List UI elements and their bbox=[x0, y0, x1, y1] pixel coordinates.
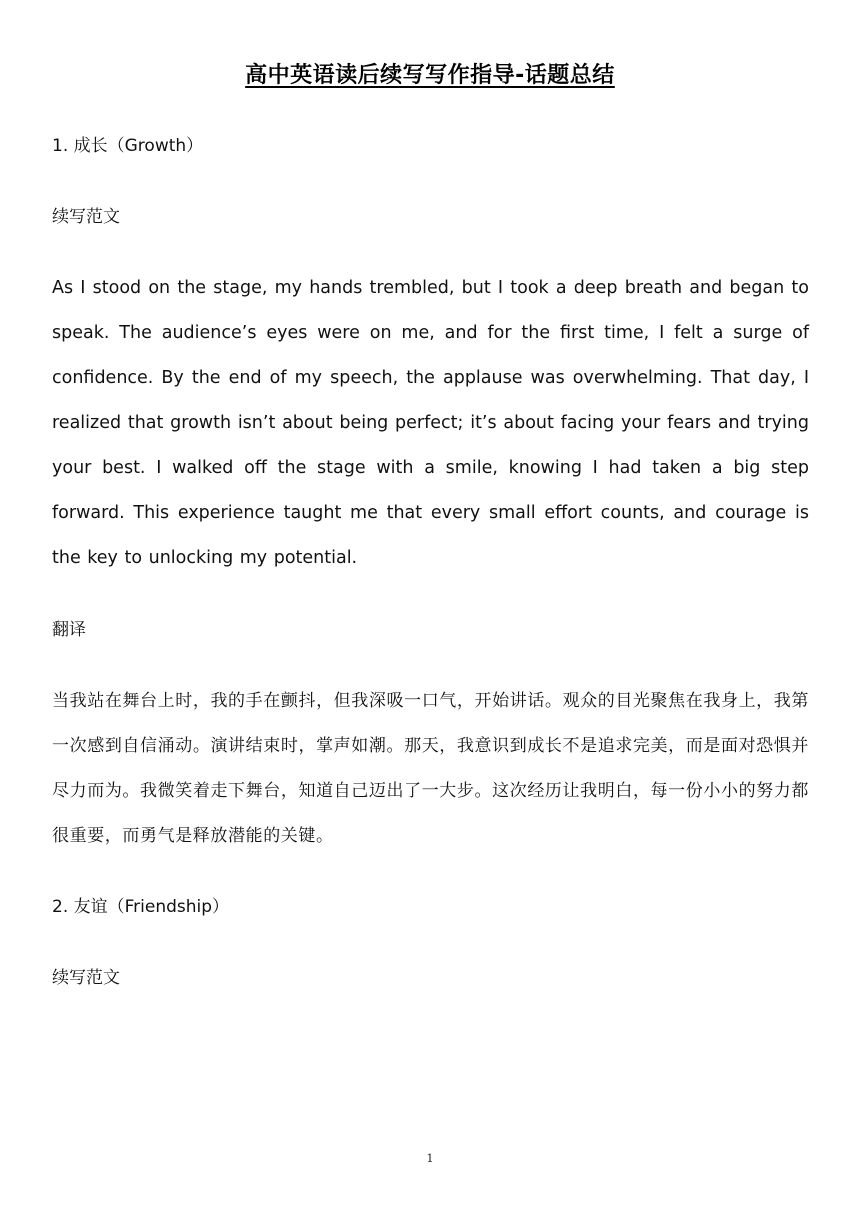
translation-label: 翻译 bbox=[52, 620, 86, 640]
sample-essay-label: 续写范文 bbox=[52, 207, 120, 227]
document-title: 高中英语读后续写写作指导-话题总结 bbox=[245, 63, 615, 88]
page-number: 1 bbox=[426, 1152, 434, 1165]
sample-essay-label-2: 续写范文 bbox=[52, 968, 120, 988]
translation-text: 当我站在舞台上时，我的手在颤抖，但我深吸一口气，开始讲话。观众的目光聚焦在我身上，我第一次感到自信涌动。演讲结束时，掌声如潮。那天，我意识到成长不是追求完美，而是面对恐惧并尽力而为。我微笑着走下舞台，知道自己迈出了一大步。这次经历让我明白，每一份小小的努力都很重要，而勇气是释放潜能的关键。 bbox=[52, 691, 809, 846]
sample-essay-text: As I stood on the stage, my hands trembled, but I took a deep breath and began to speak. The audience’s eyes were on me, and for the first time, I felt a surge of confidence. By the end of my speech, the applause was overwhelming. That day, I realized that growth isn’t about being perfect; it’s about facing your fears and trying your best. I walked off the stage with a smile, knowing I had taken a big step forward. This experience taught me that every small effort counts, and courage is the key to unlocking my potential. bbox=[52, 278, 809, 568]
section-heading-growth: 1. 成长（Growth） bbox=[52, 136, 204, 156]
section-heading-friendship: 2. 友谊（Friendship） bbox=[52, 897, 230, 917]
